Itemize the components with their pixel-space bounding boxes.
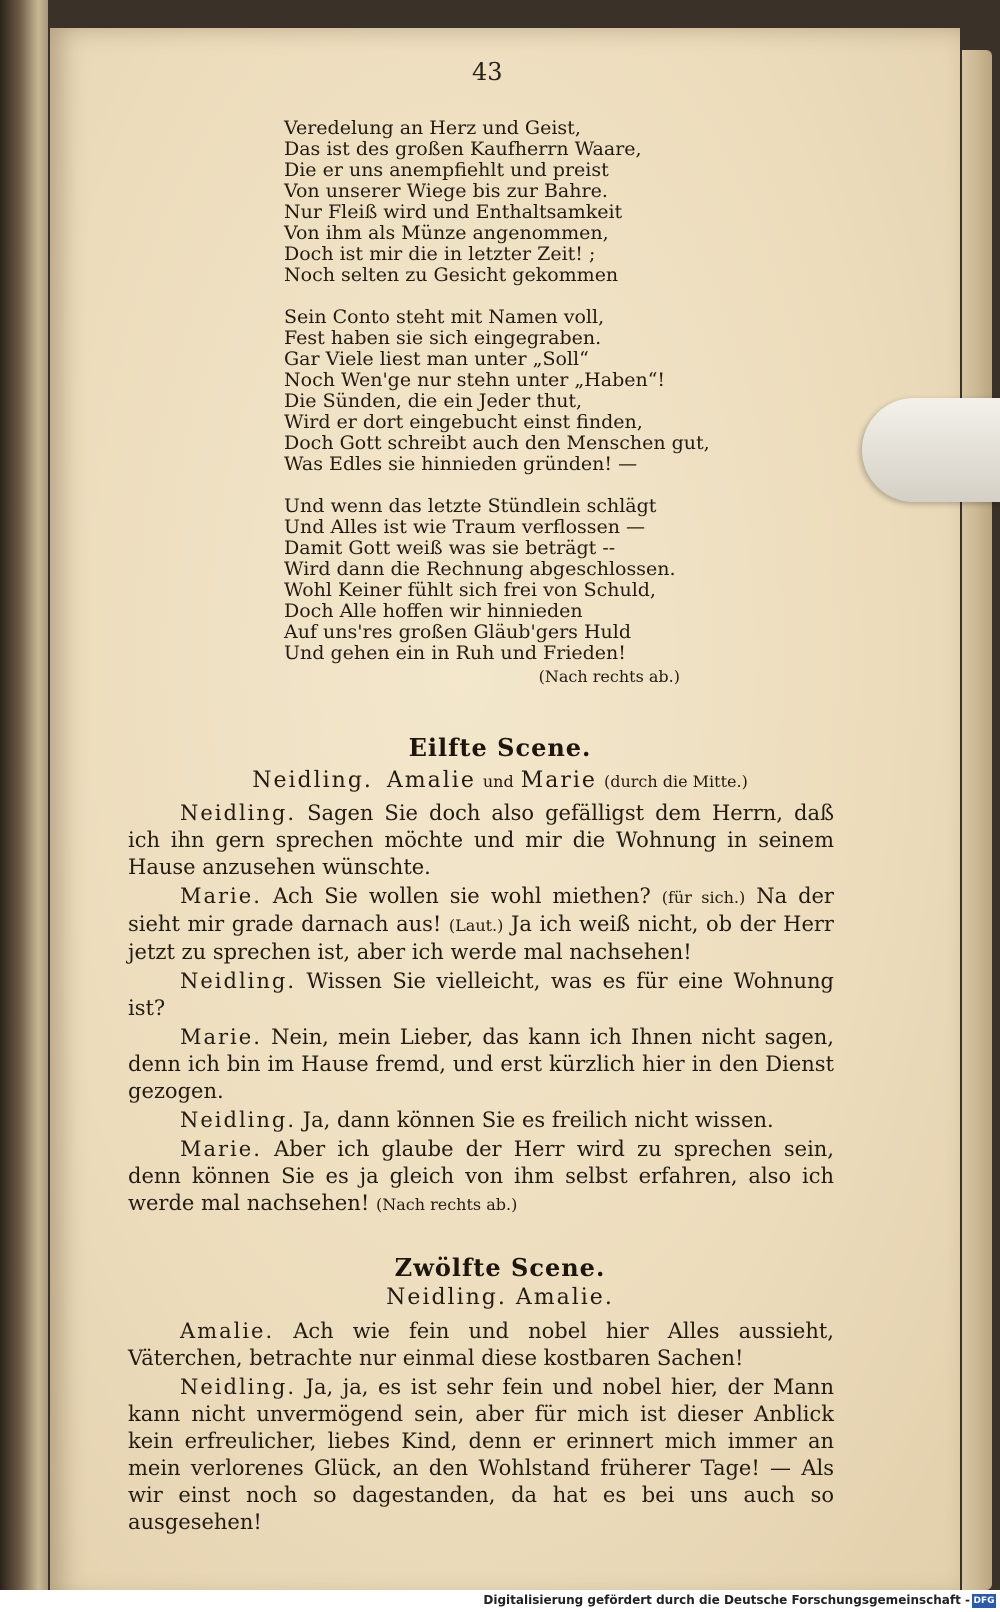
dialogue-paragraph (128, 1107, 834, 1134)
scene-cast: Neidling. Amalie. (386, 1285, 614, 1310)
verse-line: Und Alles ist wie Traum verflossen — (284, 516, 646, 538)
cast-conjunction: und (482, 772, 514, 791)
speaker-name: Neidling. (180, 801, 297, 825)
verse-line: Veredelung an Herz und Geist, (284, 117, 581, 139)
verse-line: Wird dann die Rechnung abgeschlossen. (284, 558, 676, 580)
dialogue-paragraph (128, 1024, 834, 1105)
verse-line: Gar Viele liest man unter „Soll“ (284, 348, 589, 370)
cast-name: Marie (520, 768, 597, 793)
dialogue-text: Ja ich weiß nicht, ob der Herr jetzt zu sprechen ist, aber ich werde mal nachsehen! (128, 912, 834, 964)
verse-stanza-3 (284, 496, 680, 687)
dialogue-text: Aber ich glaube der Herr wird zu sprechen sein, denn können Sie es ja gleich von ihm selbst erfahren, also ich werde mal nachsehen! (128, 1137, 834, 1215)
verse-stanza-2 (284, 307, 710, 475)
dialogue-paragraph (128, 968, 834, 1022)
footer-credit: Digitalisierung gefördert durch die Deutsche Forschungsgemeinschaft - (483, 1593, 970, 1607)
speaker-name: Marie. (180, 1025, 262, 1049)
bookmark-tab (862, 398, 1000, 502)
verse-line: Das ist des großen Kaufherrn Waare, (284, 138, 642, 160)
speaker-name: Marie. (180, 1137, 262, 1161)
verse-line: Wird er dort eingebucht einst finden, (284, 411, 643, 433)
speaker-name: Neidling. (180, 1108, 297, 1132)
verse-line: Die er uns anempfiehlt und preist (284, 159, 609, 181)
scene-title: Zwölfte Scene. (394, 1253, 606, 1282)
dfg-logo: DFG (973, 1596, 995, 1606)
digitization-footer (0, 1590, 1000, 1612)
dialogue-paragraph (128, 1136, 834, 1218)
speaker-name: Marie. (180, 884, 262, 908)
dialogue-text: Ach Sie wollen sie wohl miethen? (272, 884, 651, 908)
speaker-name: Amalie. (180, 1319, 275, 1343)
dialogue-text: Sagen Sie doch also gefälligst dem Herrn, daß ich ihn gern sprechen möchte und mir die Wohnung in seinem Hause anzusehen wünschte. (128, 801, 834, 879)
verse-line: Doch ist mir die in letzter Zeit! ; (284, 243, 596, 265)
dialogue-paragraph (128, 800, 834, 881)
verse-line: Und gehen ein in Ruh und Frieden! (284, 642, 626, 664)
stage-direction: (Nach rechts ab.) (375, 1195, 518, 1214)
page-number: 43 (472, 58, 503, 86)
verse-line: Doch Alle hoffen wir hinnieden (284, 600, 583, 622)
scene-11-dialogue (128, 800, 834, 1220)
speaker-name: Neidling. (180, 969, 297, 993)
dialogue-text: Ach wie fein und nobel hier Alles aussieht, Väterchen, betrachte nur einmal diese kostbaren Sachen! (128, 1319, 834, 1370)
verse-line: Damit Gott weiß was sie beträgt -- (284, 537, 616, 559)
page-stack-edge (962, 50, 992, 1590)
verse-line: Nur Fleiß wird und Enthaltsamkeit (284, 201, 623, 223)
stage-direction: (Laut.) (448, 916, 504, 935)
dialogue-paragraph (128, 1374, 834, 1536)
verse-line: Von unserer Wiege bis zur Bahre. (284, 180, 608, 202)
dialogue-text: Na der sieht mir grade darnach aus! (128, 884, 834, 936)
stage-direction: (für sich.) (661, 888, 746, 907)
verse-line: Noch Wen'ge nur stehn unter „Haben“! (284, 369, 666, 391)
dialogue-text: Wissen Sie vielleicht, was es für eine Wohnung ist? (128, 969, 834, 1020)
verse-line: Die Sünden, die ein Jeder thut, (284, 390, 583, 412)
dialogue-paragraph (128, 883, 834, 966)
scene-12-dialogue (128, 1318, 834, 1538)
verse-line: Fest haben sie sich eingegraben. (284, 327, 602, 349)
dialogue-paragraph (128, 1318, 834, 1372)
verse-line: Und wenn das letzte Stündlein schlägt (284, 495, 657, 517)
speaker-name: Neidling. (180, 1375, 297, 1399)
dialogue-text: Nein, mein Lieber, das kann ich Ihnen nicht sagen, denn ich bin im Hause fremd, und erst kürzlich hier in den Dienst gezogen. (128, 1025, 834, 1103)
verse-line: Doch Gott schreibt auch den Menschen gut, (284, 432, 710, 454)
verse-line: Noch selten zu Gesicht gekommen (284, 264, 619, 286)
cast-name: Neidling. (252, 768, 373, 793)
dialogue-text: Ja, dann können Sie es freilich nicht wissen. (302, 1108, 774, 1132)
cast-direction: (durch die Mitte.) (603, 772, 748, 791)
verse-line: Wohl Keiner fühlt sich frei von Schuld, (284, 579, 656, 601)
verse-stanza-1 (284, 118, 642, 286)
scene-cast (0, 768, 1000, 793)
verse-line: Von ihm als Münze angenommen, (284, 222, 609, 244)
verse-line: Was Edles sie hinnieden gründen! — (284, 453, 638, 475)
dialogue-text: Ja, ja, es ist sehr fein und nobel hier, der Mann kann nicht unvermögend sein, aber für mich ist dieser Anblick kein erfreulicher, liebes Kind, denn er erinnert mich immer an mein verlorenes Glück, an den Wohlstand früherer Tage! — Als wir einst noch so dagestanden, da hat es bei uns auch so ausgesehen! (128, 1375, 834, 1534)
stage-direction: (Nach rechts ab.) (538, 667, 680, 686)
left-page-edge (0, 0, 48, 1612)
scene-title: Eilfte Scene. (408, 733, 592, 762)
cast-name: Amalie (386, 768, 476, 793)
verse-line: Auf uns'res großen Gläub'gers Huld (284, 621, 632, 643)
verse-line: Sein Conto steht mit Namen voll, (284, 306, 605, 328)
